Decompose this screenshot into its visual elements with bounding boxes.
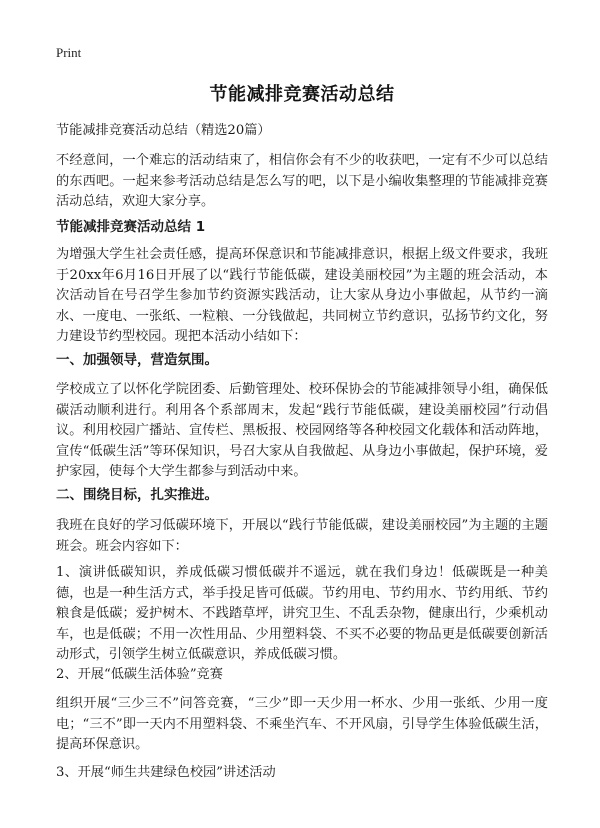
part2-heading: 二、围绕目标，扎实推进。 — [56, 487, 218, 503]
document-subtitle: 节能减排竞赛活动总结（精选20篇） — [56, 123, 271, 138]
item3-heading: 3、开展“师生共建绿色校园”讲述活动 — [56, 765, 276, 780]
intro-paragraph: 不经意间，一个难忘的活动结束了，相信你会有不少的收获吧，一定有不少可以总结的东西吧。一起来参考活动总结是怎么写的吧，以下是小编收集整理的节能减排竞赛活动总结，欢迎大家分享。 — [56, 153, 548, 209]
item2-heading: 2、开展“低碳生活体验”竞赛 — [56, 667, 223, 682]
part2-paragraph: 我班在良好的学习低碳环境下，开展以“践行节能低碳，建设美丽校园”为主题的主题班会。班会内容如下： — [56, 518, 548, 554]
section1-heading: 节能减排竞赛活动总结 1 — [56, 219, 206, 235]
item2-paragraph: 组织开展“三少三不”问答竞赛，“三少”即一天少用一杯水、少用一张纸、少用一度电；“三不”即一天内不用塑料袋、不乘坐汽车、不开风扇，引导学生体验低碳生活，提高环保意识。 — [56, 696, 548, 752]
part1-heading: 一、加强领导，营造氛围。 — [56, 352, 218, 368]
document-title: 节能减排竞赛活动总结 — [209, 84, 395, 105]
item1-paragraph: 1、演讲低碳知识，养成低碳习惯低碳并不遥远，就在我们身边！低碳既是一种美德，也是一种生活方式，举手投足皆可低碳。节约用电、节约用水、节约用纸、节约粮食是低碳；爱护树木、不践踏草坪，讲究卫生、不乱丢杂物，健康出行，少乘机动车，也是低碳；不用一次性用品、少用塑料袋、不买不必要的物品更是低碳要创新活动形式，引领学生树立低碳意识，养成低碳习惯。 — [56, 565, 548, 662]
print-link[interactable]: Print — [56, 45, 82, 60]
section1-paragraph: 为增强大学生社会责任感，提高环保意识和节能减排意识，根据上级文件要求，我班于20xx年6月16日开展了以“践行节能低碳，建设美丽校园”为主题的班会活动，本次活动旨在号召学生参加节约资源实践活动，让大家从身边小事做起，从节约一滴水、一度电、一张纸、一粒粮、一分钱做起，共同树立节约意识，弘扬节约文化，努力建设节约型校园。现把本活动小结如下： — [56, 247, 548, 344]
part1-paragraph: 学校成立了以怀化学院团委、后勤管理处、校环保协会的节能减排领导小组，确保低碳活动顺利进行。利用各个系部周末，发起“践行节能低碳，建设美丽校园”行动倡议。利用校园广播站、宣传栏、黑板报、校园网络等各种校园文化载体和活动阵地，宣传“低碳生活”等环保知识，号召大家从自我做起、从身边小事做起，保护环境，爱护家园，使每个大学生都参与到活动中来。 — [56, 382, 548, 479]
